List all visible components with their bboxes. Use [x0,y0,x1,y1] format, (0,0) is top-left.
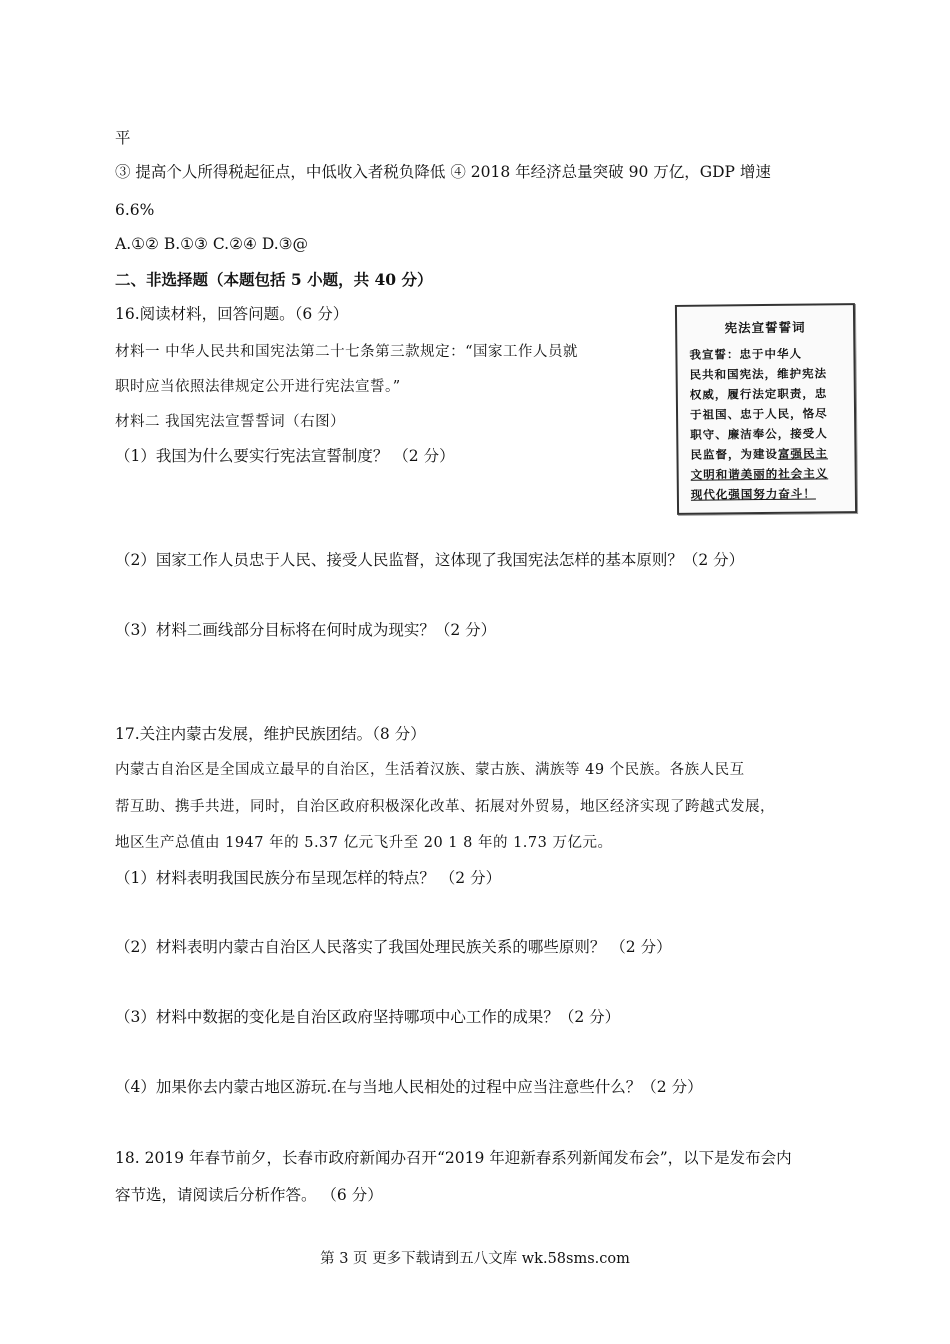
material-2-text: 材料二 我国宪法宣誓誓词（右图） [115,414,346,430]
question-16-title: 16.阅读材料，回答问题。（6 分） [115,305,349,323]
oath-line: 于祖国、忠于人民，恪尽 [689,406,828,422]
question-18-title: 容节选，请阅读后分析作答。 （6 分） [115,1186,383,1204]
oath-line [690,445,828,462]
question-17-material: 地区生产总值由 1947 年的 5.37 亿元飞升至 20 1 8 年的 1.73 万亿元。 [115,835,613,851]
answer-options: A.①② B.①③ C.②④ D.③@ [115,235,309,253]
question-16-2: （2）国家工作人员忠于人民、接受人民监督，这体现了我国宪法怎样的基本原则？（2 分） [115,551,745,569]
oath-underlined-line: 现代化强国努力奋斗！ [690,486,816,502]
text-line: 6.6% [115,201,155,219]
option-line: ③ 提高个人所得税起征点，中低收入者税负降低 ④ 2018 年经济总量突破 90 万亿，GDP 增速 [115,163,771,181]
text-line: 平 [115,129,131,147]
oath-line: 我宣誓：忠于中华人 [689,346,802,362]
oath-underlined-line: 文明和谐美丽的社会主义 [690,466,829,482]
oath-text: 民监督，为建设 [690,446,779,462]
constitution-oath-image [675,303,857,515]
question-17-material: 帮互助、携手共进，同时，自治区政府积极深化改革、拓展对外贸易，地区经济实现了跨越式发展， [115,799,775,815]
question-17-4: （4）加果你去内蒙古地区游玩.在与当地人民相处的过程中应当注意些什么？（2 分） [115,1078,703,1096]
question-16-1: （1）我国为什么要实行宪法宣誓制度？ （2 分） [115,447,455,465]
question-18-title: 18. 2019 年春节前夕，长春市政府新闻办召开“2019 年迎新春系列新闻发布会”，以下是发布会内 [115,1149,792,1167]
material-1-text: 职时应当依照法律规定公开进行宪法宣誓。” [115,379,401,395]
oath-line: 权威，履行法定职责，忠 [689,386,828,402]
oath-line: 职守、廉洁奉公，接受人 [690,426,828,442]
page-footer: 第 3 页 更多下载请到五八文库 wk.58sms.com [320,1251,630,1267]
question-17-title: 17.关注内蒙古发展，维护民族团结。（8 分） [115,725,426,743]
question-17-3: （3）材料中数据的变化是自治区政府坚持哪项中心工作的成果？（2 分） [115,1008,621,1026]
question-17-1: （1）材料表明我国民族分布呈现怎样的特点？ （2 分） [115,869,502,887]
material-1-text: 材料一 中华人民共和国宪法第二十七条第三款规定：“国家工作人员就 [115,344,579,360]
oath-title: 宪法宣誓誓词 [724,319,806,336]
question-17-2: （2）材料表明内蒙古自治区人民落实了我国处理民族关系的哪些原则？ （2 分） [115,938,672,956]
question-17-material: 内蒙古自治区是全国成立最早的自治区，生活着汉族、蒙古族、满族等 49 个民族。各族人民互 [115,762,745,778]
oath-underlined-text: 富强民主 [777,446,829,461]
section-heading: 二、非选择题（本题包括 5 小题，共 40 分） [115,270,433,289]
question-16-3: （3）材料二画线部分目标将在何时成为现实？（2 分） [115,621,497,639]
oath-line: 民共和国宪法，维护宪法 [689,366,828,382]
